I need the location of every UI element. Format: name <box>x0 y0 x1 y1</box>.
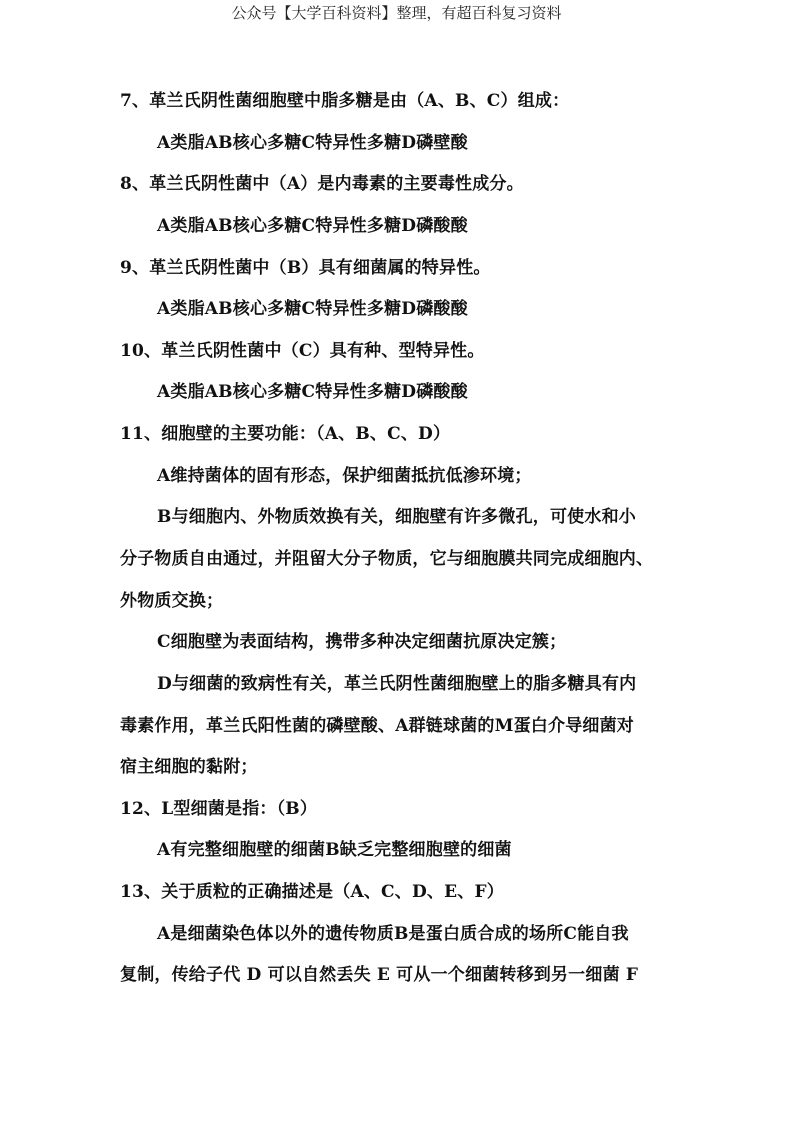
question-11-option-b-line2: 分子物质自由通过，并阻留大分子物质，它与细胞膜共同完成细胞内、 <box>120 549 654 569</box>
question-7: 7、革兰氏阴性菌细胞壁中脂多糖是由（A、B、C）组成： <box>120 91 570 111</box>
question-12-options: A有完整细胞壁的细菌B缺乏完整细胞壁的细菌 <box>157 840 512 860</box>
question-13: 13、关于质粒的正确描述是（A、C、D、E、F） <box>120 882 504 902</box>
question-9: 9、革兰氏阴性菌中（B）具有细菌属的特异性。 <box>120 258 491 278</box>
question-11-option-b-line3: 外物质交换； <box>120 591 224 611</box>
question-11-option-d-line1: D与细菌的致病性有关，革兰氏阴性菌细胞壁上的脂多糖具有内 <box>157 674 637 694</box>
question-8-options: A类脂AB核心多糖C特异性多糖D磷酸酸 <box>157 216 468 236</box>
question-11-option-d-line3: 宿主细胞的黏附； <box>120 757 258 777</box>
question-10: 10、革兰氏阴性菌中（C）具有种、型特异性。 <box>120 341 485 361</box>
question-11-option-a: A维持菌体的固有形态，保护细菌抵抗低渗环境； <box>157 466 532 486</box>
question-7-options: A类脂AB核心多糖C特异性多糖D磷壁酸 <box>157 133 468 153</box>
question-8: 8、革兰氏阴性菌中（A）是内毒素的主要毒性成分。 <box>120 174 524 194</box>
question-11-option-c: C细胞壁为表面结构，携带多种决定细菌抗原决定簇； <box>157 632 567 652</box>
question-13-options-line1: A是细菌染色体以外的遗传物质B是蛋白质合成的场所C能自我 <box>157 924 629 944</box>
question-13-options-line2: 复制，传给子代 D 可以自然丢失 E 可从一个细菌转移到另一细菌 F <box>120 965 639 985</box>
question-11: 11、细胞壁的主要功能：（A、B、C、D） <box>120 424 451 444</box>
question-11-option-b-line1: B与细胞内、外物质效换有关，细胞壁有许多微孔，可使水和小 <box>157 507 636 527</box>
question-11-option-d-line2: 毒素作用，革兰氏阳性菌的磷壁酸、A群链球菌的M蛋白介导细菌对 <box>120 716 635 736</box>
question-9-options: A类脂AB核心多糖C特异性多糖D磷酸酸 <box>157 299 468 319</box>
page-header: 公众号【大学百科资料】整理，有超百科复习资料 <box>231 4 562 22</box>
question-10-options: A类脂AB核心多糖C特异性多糖D磷酸酸 <box>157 382 468 402</box>
question-12: 12、L型细菌是指：（B） <box>120 799 318 819</box>
